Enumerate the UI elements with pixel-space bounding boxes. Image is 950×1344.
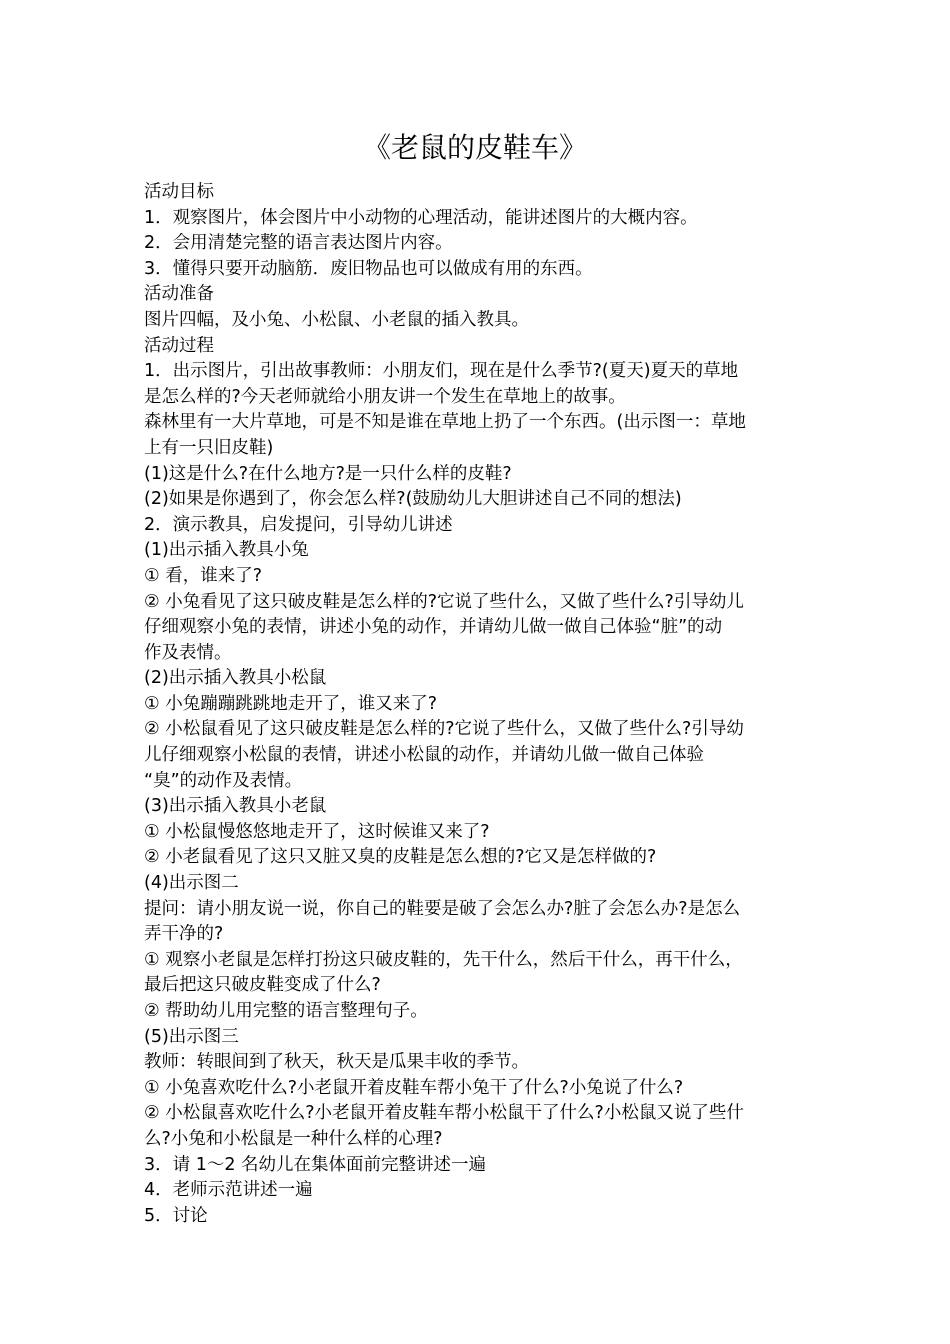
text-line: 活动目标 xyxy=(144,182,214,202)
text-line: 2．演示教具，启发提问，引导幼儿讲述 xyxy=(144,514,453,535)
text-line: 弄干净的? xyxy=(144,924,224,945)
text-line: 2．会用清楚完整的语言表达图片内容。 xyxy=(144,233,453,254)
text-line: (5)出示图三 xyxy=(144,1026,239,1047)
text-line: 1．出示图片，引出故事教师：小朋友们，现在是什么季节?(夏天)夏天的草地 xyxy=(144,361,739,382)
text-line: (4)出示图二 xyxy=(144,873,239,894)
text-line: 仔细观察小兔的表情，讲述小兔的动作，并请幼儿做一做自己体验“脏”的动 xyxy=(144,617,723,638)
text-line: ① 观察小老鼠是怎样打扮这只破皮鞋的，先干什么，然后干什么，再干什么， xyxy=(144,949,743,970)
text-line: 教师：转眼间到了秋天，秋天是瓜果丰收的季节。 xyxy=(144,1052,529,1073)
text-line: 4．老师示范讲述一遍 xyxy=(144,1180,313,1201)
text-line: ① 看，谁来了? xyxy=(144,565,263,586)
text-line: 3．懂得只要开动脑筋．废旧物品也可以做成有用的东西。 xyxy=(144,258,593,279)
text-line: ① 小松鼠慢悠悠地走开了，这时候谁又来了? xyxy=(144,821,490,842)
document-title: 《老鼠的皮鞋车》 xyxy=(362,131,587,164)
text-line: ② 小松鼠看见了这只破皮鞋是怎么样的?它说了些什么，又做了些什么?引导幼 xyxy=(144,719,744,740)
text-line: (2)如果是你遇到了，你会怎么样?(鼓励幼儿大胆讲述自己不同的想法) xyxy=(144,489,682,510)
text-line: ① 小兔蹦蹦跳跳地走开了，谁又来了? xyxy=(144,693,438,714)
text-line: 活动过程 xyxy=(144,335,214,356)
text-line: 作及表情。 xyxy=(144,642,232,663)
text-line: 么?小兔和小松鼠是一种什么样的心理? xyxy=(144,1128,443,1149)
text-line: (1)出示插入教具小兔 xyxy=(144,540,309,561)
text-line: ② 小兔看见了这只破皮鞋是怎么样的?它说了些什么，又做了些什么?引导幼儿 xyxy=(144,591,744,612)
text-line: 是怎么样的?今天老师就给小朋友讲一个发生在草地上的故事。 xyxy=(144,386,626,407)
text-line: 儿仔细观察小松鼠的表情，讲述小松鼠的动作，并请幼儿做一做自己体验 xyxy=(144,745,704,766)
text-line: 提问：请小朋友说一说，你自己的鞋要是破了会怎么办?脏了会怎么办?是怎么 xyxy=(144,898,741,919)
text-line: (3)出示插入教具小老鼠 xyxy=(144,796,327,817)
text-line: (1)这是什么?在什么地方?是一只什么样的皮鞋? xyxy=(144,463,512,484)
document-body xyxy=(144,180,809,1229)
text-line: 1．观察图片，体会图片中小动物的心理活动，能讲述图片的大概内容。 xyxy=(144,207,698,228)
text-line: 上有一只旧皮鞋) xyxy=(144,437,274,458)
text-line: ② 小老鼠看见了这只又脏又臭的皮鞋是怎么想的?它又是怎样做的? xyxy=(144,847,657,868)
text-line: 3．请 1～2 名幼儿在集体面前完整讲述一遍 xyxy=(144,1154,487,1175)
text-line: ② 帮助幼儿用完整的语言整理句子。 xyxy=(144,1001,428,1021)
text-line: ② 小松鼠喜欢吃什么?小老鼠开着皮鞋车帮小松鼠干了什么?小松鼠又说了些什 xyxy=(144,1103,744,1124)
text-line: 森林里有一大片草地，可是不知是谁在草地上扔了一个东西。(出示图一：草地 xyxy=(144,412,746,433)
text-line: 最后把这只破皮鞋变成了什么? xyxy=(144,975,381,996)
text-line: 活动准备 xyxy=(144,284,214,305)
text-line: (2)出示插入教具小松鼠 xyxy=(144,668,327,689)
text-line: “臭”的动作及表情。 xyxy=(144,770,303,791)
text-line: 图片四幅，及小兔、小松鼠、小老鼠的插入教具。 xyxy=(144,309,529,330)
text-line: ① 小兔喜欢吃什么?小老鼠开着皮鞋车帮小兔干了什么?小兔说了什么? xyxy=(144,1077,684,1098)
text-line: 5．讨论 xyxy=(144,1205,208,1226)
